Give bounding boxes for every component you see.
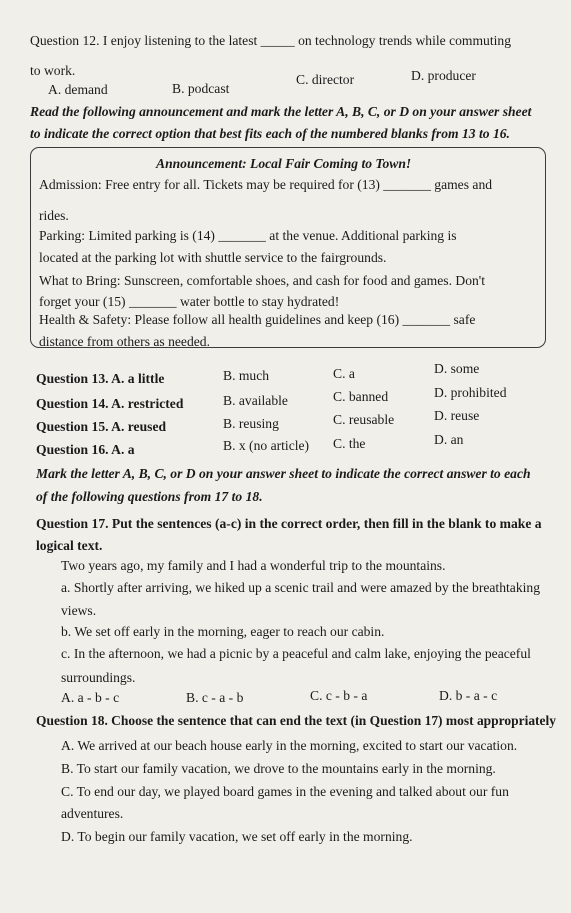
q18-option-b: B. To start our family vacation, we drove to the mountains early in the morning. (61, 761, 496, 776)
q17-option-b: B. c - a - b (186, 690, 244, 705)
q17-prompt-line2: logical text. (36, 538, 103, 553)
announcement-line: What to Bring: Sunscreen, comfortable shoes, and cash for food and games. Don't (39, 273, 486, 288)
q17-sentence-c-cont: surroundings. (61, 670, 136, 685)
instruction-questions-line1: Mark the letter A, B, C, or D on your answer sheet to indicate the correct answer to each (36, 466, 531, 481)
announcement-line: rides. (39, 208, 69, 223)
announcement-line: located at the parking lot with shuttle service to the fairgrounds. (39, 250, 387, 265)
q17-sentence-c: c. In the afternoon, we had a picnic by a peaceful and calm lake, enjoying the peaceful (61, 646, 531, 661)
q12-prompt-line1: Question 12. I enjoy listening to the latest _____ on technology trends while commuting (30, 33, 511, 48)
announcement-line: Health & Safety: Please follow all health guidelines and keep (16) _______ safe (39, 312, 476, 327)
q18-prompt: Question 18. Choose the sentence that can end the text (in Question 17) most appropriately (36, 713, 556, 728)
instruction-reading-line1: Read the following announcement and mark the letter A, B, C, or D on your answer sheet (30, 104, 532, 119)
q14-option-c: C. banned (333, 389, 389, 404)
q12-prompt-line2: to work. (30, 63, 76, 78)
announcement-line: Admission: Free entry for all. Tickets may be required for (13) _______ games and (39, 177, 493, 192)
instruction-reading-line2: to indicate the correct option that best fits each of the numbered blanks from 13 to 16. (30, 126, 510, 141)
announcement-title: Announcement: Local Fair Coming to Town! (156, 156, 412, 171)
q13-label: Question 13. A. a little (36, 371, 165, 386)
announcement-line: Parking: Limited parking is (14) _______ at the venue. Additional parking is (39, 228, 457, 243)
q16-option-c: C. the (333, 436, 366, 451)
announcement-line: distance from others as needed. (39, 334, 210, 349)
q17-sentence-b: b. We set off early in the morning, eager to reach our cabin. (61, 624, 385, 639)
q17-option-d: D. b - a - c (439, 688, 498, 703)
q17-prompt-line1: Question 17. Put the sentences (a-c) in the correct order, then fill in the blank to make a (36, 516, 542, 531)
q16-option-d: D. an (434, 432, 464, 447)
q15-option-b: B. reusing (223, 416, 279, 431)
q16-option-b: B. x (no article) (223, 438, 310, 453)
q16-label: Question 16. A. a (36, 442, 135, 457)
q14-option-d: D. prohibited (434, 385, 507, 400)
q15-label: Question 15. A. reused (36, 419, 167, 434)
q12-option-c: C. director (296, 72, 355, 87)
instruction-questions-line2: of the following questions from 17 to 18. (36, 489, 263, 504)
q13-option-c: C. a (333, 366, 355, 381)
q12-option-b: B. podcast (172, 81, 230, 96)
q12-option-d: D. producer (411, 68, 476, 83)
q17-sentence-a-cont: views. (61, 603, 97, 618)
q14-label: Question 14. A. restricted (36, 396, 184, 411)
q18-option-a: A. We arrived at our beach house early in the morning, excited to start our vacation. (61, 738, 518, 753)
q13-option-d: D. some (434, 361, 480, 376)
q12-option-a: A. demand (48, 82, 108, 97)
q15-option-d: D. reuse (434, 408, 480, 423)
announcement-line: forget your (15) _______ water bottle to stay hydrated! (39, 294, 340, 309)
q17-option-a: A. a - b - c (61, 690, 120, 705)
q18-option-d: D. To begin our family vacation, we set off early in the morning. (61, 829, 413, 844)
q17-sentence-a: a. Shortly after arriving, we hiked up a scenic trail and were amazed by the breathtaking (61, 580, 540, 595)
q17-option-c: C. c - b - a (310, 688, 368, 703)
q17-text-intro: Two years ago, my family and I had a wonderful trip to the mountains. (61, 558, 446, 573)
q14-option-b: B. available (223, 393, 288, 408)
q18-option-c: C. To end our day, we played board games in the evening and talked about our fun (61, 784, 509, 799)
q18-option-c-cont: adventures. (61, 806, 124, 821)
q15-option-c: C. reusable (333, 412, 395, 427)
q13-option-b: B. much (223, 368, 270, 383)
